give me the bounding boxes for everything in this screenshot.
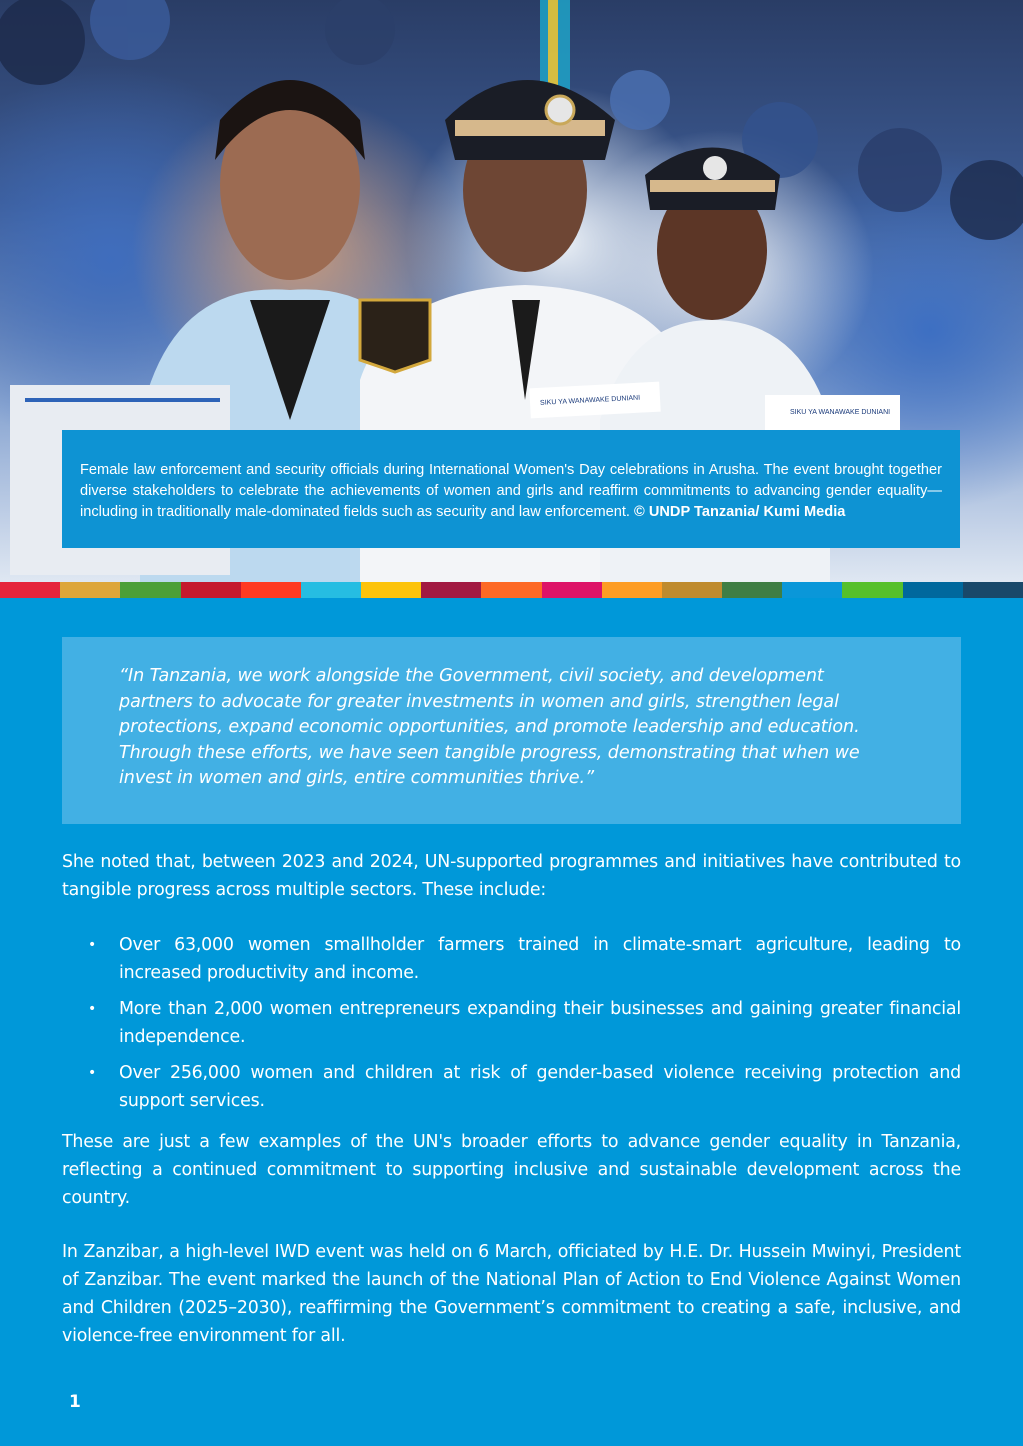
sdg-color-segment bbox=[662, 582, 722, 598]
sdg-color-segment bbox=[481, 582, 541, 598]
page-number: 1 bbox=[69, 1392, 81, 1412]
sdg-color-segment bbox=[301, 582, 361, 598]
quote-text: “In Tanzania, we work alongside the Government, civil society, and development partners to advocate for greater investments in women and girls, strengthen legal protections, expand economic opportunities, and promote leadership and education. Through these efforts, we have seen tangible progress, demonstrating that when we invest in women and girls, entire communities thrive.” bbox=[119, 666, 860, 789]
sign-right-text: SIKU YA WANAWAKE DUNIANI bbox=[790, 409, 891, 416]
photo-caption bbox=[62, 430, 960, 548]
sdg-color-segment bbox=[602, 582, 662, 598]
sdg-color-segment bbox=[842, 582, 902, 598]
sdg-color-segment bbox=[782, 582, 842, 598]
caption-credit: © UNDP Tanzania/ Kumi Media bbox=[634, 504, 846, 520]
achievements-list bbox=[62, 931, 961, 1123]
hero-photo bbox=[0, 0, 1023, 582]
pull-quote bbox=[62, 637, 961, 824]
sdg-color-segment bbox=[542, 582, 602, 598]
security-badge-icon bbox=[360, 300, 430, 372]
sdg-color-segment bbox=[722, 582, 782, 598]
sdg-color-segment bbox=[241, 582, 301, 598]
list-item: • Over 63,000 women smallholder farmers trained in climate-smart agriculture, leading to increased productivity and income. bbox=[62, 931, 961, 987]
sdg-color-segment bbox=[181, 582, 241, 598]
zanzibar-paragraph: In Zanzibar, a high-level IWD event was held on 6 March, officiated by H.E. Dr. Hussein Mwinyi, President of Zanzibar. The event marked the launch of the National Plan of Action to End Violence Against Women and Children (2025–2030), reaffirming the Government’s commitment to creating a safe, inclusive, and violence-free environment for all. bbox=[62, 1242, 961, 1346]
summary-paragraph: These are just a few examples of the UN's broader efforts to advance gender equality in Tanzania, reflecting a continued commitment to supporting inclusive and sustainable development across the country. bbox=[62, 1132, 961, 1208]
list-item: • More than 2,000 women entrepreneurs expanding their businesses and gaining greater financial independence. bbox=[62, 995, 961, 1051]
caption-text: Female law enforcement and security officials during International Women's Day celebrations in Arusha. The event brought together diverse stakeholders to celebrate the achievements of women and girls and reaffirm commitments to advancing gender equality—including in traditionally male-dominated fields such as security and law enforcement. bbox=[80, 462, 942, 520]
sdg-color-bar bbox=[0, 582, 1023, 598]
sdg-color-segment bbox=[963, 582, 1023, 598]
sdg-color-segment bbox=[120, 582, 180, 598]
sdg-color-segment bbox=[60, 582, 120, 598]
sdg-color-segment bbox=[421, 582, 481, 598]
intro-paragraph: She noted that, between 2023 and 2024, UN-supported programmes and initiatives have contributed to tangible progress across multiple sectors. These include: bbox=[62, 852, 961, 900]
sdg-color-segment bbox=[361, 582, 421, 598]
sign-left-text: SIKU YA WANAWAKE DUNIANI bbox=[539, 394, 641, 407]
sdg-color-segment bbox=[0, 582, 60, 598]
list-item: • Over 256,000 women and children at risk of gender-based violence receiving protection and support services. bbox=[62, 1059, 961, 1115]
sdg-color-segment bbox=[903, 582, 963, 598]
